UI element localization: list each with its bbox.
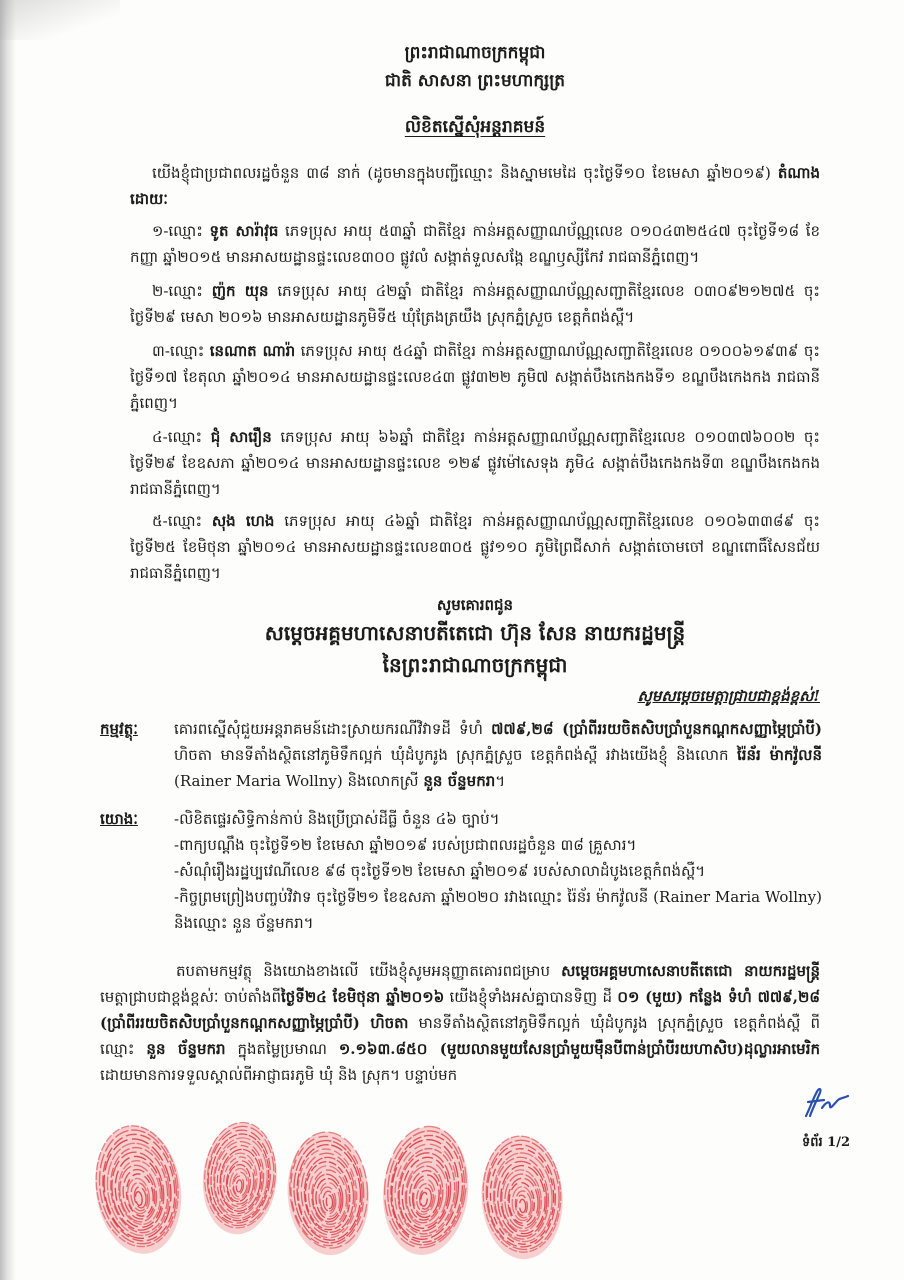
representative-label: ៥-ឈ្មោះ bbox=[152, 512, 203, 530]
intro-text: យើងខ្ញុំជាប្រជាពលរដ្ឋចំនួន ៣៨ នាក់ (ដូចមានក្នុងបញ្ជីឈ្មោះ និងស្នាមមេដៃ ចុះថ្ងៃទី១០ ខែមេសា ឆ្នាំ២០១៩) bbox=[152, 164, 771, 182]
representative-name: ញ៉ក យុន bbox=[211, 282, 269, 300]
kingdom-header: ព្រះរាជាណាចក្រកម្ពុជា bbox=[404, 43, 546, 63]
closing-price: ១.១៦៣.៨៥០ (មួយលានមួយសែនប្រាំមួយម៉ឺនបីពាន់ប្រាំបីរយហាសិប)ដុល្លារអាមេរិក bbox=[338, 1040, 820, 1058]
represented-by-label: តំណាងដោយៈ bbox=[130, 164, 820, 208]
subject-section bbox=[100, 716, 822, 802]
closing-date: ថ្ងៃទី២៤ ខែមិថុនា ឆ្នាំ២០១៦ bbox=[281, 988, 445, 1006]
reference-item: -សំណុំរឿងរដ្ឋប្បវេណីលេខ ៩៨ ចុះថ្ងៃទី១២ ខែមេសា ឆ្នាំ២០១៩ របស់សាលាដំបូងខេត្តកំពង់ស្ពឺ។ bbox=[174, 862, 706, 880]
representative-label: ៣-ឈ្មោះ bbox=[152, 342, 205, 360]
representative-details: ភេទប្រុស អាយុ ៤២ឆ្នាំ ជាតិខ្មែរ កាន់អត្តសញ្ញាណប័ណ្ណសញ្ជាតិខ្មែរលេខ ០៣០៩២១២៧៥ ចុះថ្ងៃទី២៩ មេសា ២០១៦ មានអាសយដ្ឋានភូមិទី៥ ឃុំត្រែងត្រយឹង ស្រុកភ្នំស្រួច ខេត្តកំពង់ស្ពឺ។ bbox=[130, 282, 820, 326]
subject-party-name: នួន ច័ន្ទមករា bbox=[423, 772, 496, 790]
representative-name: ទូត សារ៉ាវុធ bbox=[209, 222, 279, 240]
fingerprint-icon bbox=[195, 1109, 286, 1243]
closing-text: មានទីតាំងស្ថិតនៅភូមិទឹកល្អក់ ឃុំដំបូករូង ស្រុកភ្នំស្រួច ខេត្តកំពង់ស្ពឺ ពីឈ្មោះ bbox=[100, 1014, 820, 1058]
reference-item: -កិច្ចព្រមព្រៀងបញ្ចប់វិវាទ ចុះថ្ងៃទី២១ ខែឧសភា ឆ្នាំ២០២០ រវាងឈ្មោះ រ៉ៃន័រ ម៉ាកវ៉ូលនី (Rainer Maria Wollny) និងឈ្មោះ នួន ច័ន្ទមករា។ bbox=[174, 888, 822, 932]
representative-details: ភេទប្រុស អាយុ ៦៦ឆ្នាំ ជាតិខ្មែរ កាន់អត្តសញ្ញាណប័ណ្ណសញ្ជាតិខ្មែរលេខ ០១០៣៧៦០០២ ចុះថ្ងៃទី២៩ ខែឧសភា ឆ្នាំ២០១៤ មានអាសយដ្ឋានផ្ទះលេខ ១២៩ ផ្លូវម៉ៅសេទុង ភូមិ៤ សង្កាត់បឹងកេងកងទី៣ ខណ្ឌបឹងកេងកង រាជធានីភ្នំពេញ។ bbox=[130, 428, 820, 498]
closing-text: មេត្តាជ្រាបជាខ្ពង់ខ្ពស់ៈ ចាប់តាំងពី bbox=[100, 988, 282, 1006]
subject-text bbox=[174, 716, 822, 802]
national-motto: ជាតិ សាសនា ព្រះមហាក្សត្រ bbox=[384, 71, 566, 91]
closing-addressee: សម្តេចអគ្គមហាសេនាបតីតេជោ នាយករដ្ឋមន្ត្រី bbox=[561, 962, 820, 980]
fingerprint-icon bbox=[279, 1119, 376, 1263]
closing-text: យើងខ្ញុំទាំងអស់គ្នាបានទិញ ដី bbox=[449, 988, 612, 1006]
document-title-text: លិខិតស្នើសុំអន្តរាគមន៍ bbox=[404, 117, 546, 137]
fingerprint-icon bbox=[373, 1114, 479, 1263]
closing-text: តបតាមកម្មវត្ថុ និងយោងខាងលើ យើងខ្ញុំសូមអនុញ្ញាតគោរពជម្រាប bbox=[176, 962, 550, 980]
document-title bbox=[130, 114, 820, 144]
signature-icon bbox=[800, 1086, 852, 1120]
references-label: យោងៈ bbox=[100, 810, 138, 828]
subject-land-size: ៧៧៩,២៨ (ប្រាំពីររយចិតសិបប្រាំបួនកណ្តកសញ្ញាម្ភៃប្រាំបី) bbox=[491, 720, 822, 738]
subject-text-part: គោរពស្នើសុំជួយអន្តរាគមន៍ដោះស្រាយករណីវិវាទដី ទំហំ bbox=[174, 720, 483, 738]
representative-item bbox=[130, 424, 820, 506]
salutation-respectfully: សូមគោរពជូន bbox=[436, 596, 514, 614]
subject-text-part: ហិចតា មានទីតាំងស្ថិតនៅភូមិទឹកល្អក់ ឃុំដំបូករូង ស្រុកភ្នំស្រួច ខេត្តកំពង់ស្ពឺ រវាងយើងខ្ញុំ និងលោក bbox=[174, 746, 729, 764]
closing-paragraph bbox=[100, 958, 820, 1108]
fingerprint-icon bbox=[475, 1126, 570, 1264]
subject-text-part: (Rainer Maria Wollny) និងលោកស្រី bbox=[174, 772, 419, 790]
scan-shadow-corner bbox=[0, 0, 120, 40]
representative-label: ៤-ឈ្មោះ bbox=[152, 428, 203, 446]
scan-shadow-edge bbox=[0, 0, 16, 1280]
salutation-kingdom: នៃព្រះរាជាណាចក្រកម្ពុជា bbox=[382, 653, 568, 677]
signature-stroke bbox=[806, 1089, 848, 1116]
representative-name: នេណាត ណារ៉ា bbox=[209, 342, 296, 360]
closing-formula bbox=[130, 683, 820, 711]
representative-name: សុង ហេង bbox=[211, 512, 275, 530]
closing-seller-name: នួន ច័ន្ទមករា bbox=[146, 1040, 226, 1058]
closing-text: ក្នុងតម្លៃប្រមាណ bbox=[237, 1040, 327, 1058]
references-section bbox=[100, 806, 822, 946]
closing-land-details: ០១ (មួយ) កន្លែង ទំហំ ៧៧៩,២៨ (ប្រាំពីររយចិតសិបប្រាំបួនកណ្តកសញ្ញាម្ភៃប្រាំបី) ហិចតា bbox=[100, 988, 820, 1032]
representative-details: ភេទប្រុស អាយុ ៥៤ឆ្នាំ ជាតិខ្មែរ កាន់អត្តសញ្ញាណប័ណ្ណសញ្ជាតិខ្មែរលេខ ០១០០៦១៩៣៩ ចុះថ្ងៃទី១៧ ខែតុលា ឆ្នាំ២០១៤ មានអាសយដ្ឋានផ្ទះលេខ៤៣ ផ្លូវ៣២២ ភូមិ៧ សង្កាត់បឹងកេងកងទី១ ខណ្ឌបឹងកេងកង រាជធានីភ្នំពេញ។ bbox=[130, 342, 820, 412]
reference-item: -ពាក្យបណ្តឹង ចុះថ្ងៃទី១២ ខែមេសា ឆ្នាំ២០១៩ របស់ប្រជាពលរដ្ឋចំនួន ៣៨ គ្រួសារ។ bbox=[174, 836, 637, 854]
representative-item bbox=[130, 338, 820, 420]
reference-item: -លិខិតផ្ទេរសិទ្ធិកាន់កាប់ និងប្រើប្រាស់ដីធ្លី ចំនួន ៤៦ ច្បាប់។ bbox=[174, 810, 500, 828]
representative-item bbox=[130, 278, 820, 334]
references-list bbox=[174, 806, 822, 946]
representative-details: ភេទប្រុស អាយុ ៥៣ឆ្នាំ ជាតិខ្មែរ កាន់អត្តសញ្ញាណប័ណ្ណលេខ ០១០៤៣២៥៤៧ ចុះថ្ងៃទី១៨ ខែកញ្ញា ឆ្នាំ២០១៥ មានអាសយដ្ឋានផ្ទះលេខ៣០០ ផ្លូវលំ សង្កាត់ទួលសង្កែ ខណ្ឌឫស្សីកែវ រាជធានីភ្នំពេញ។ bbox=[130, 222, 820, 266]
closing-formula-text: សូមសម្តេចមេត្តាជ្រាបជាខ្ពង់ខ្ពស់! bbox=[637, 687, 820, 705]
closing-text: ដោយមានការទទួលស្គាល់ពីអាជ្ញាធរភូមិ ឃុំ និង ស្រុក។ បន្ទាប់មក bbox=[100, 1066, 458, 1084]
intro-paragraph bbox=[130, 160, 820, 214]
subject-text-part: ។ bbox=[495, 772, 506, 790]
representative-label: ២-ឈ្មោះ bbox=[152, 282, 203, 300]
page-number: ទំព័រ 1/2 bbox=[802, 1135, 850, 1150]
representative-item bbox=[130, 218, 820, 274]
representative-label: ១-ឈ្មោះ bbox=[152, 222, 203, 240]
subject-party-name: រ៉ៃន័រ ម៉ាកវ៉ូលនី bbox=[736, 746, 822, 764]
salutation-addressee: សម្តេចអគ្គមហាសេនាបតីតេជោ ហ៊ុន សែន នាយករដ្ឋមន្ត្រី bbox=[264, 621, 686, 645]
representative-name: ជុំ សារឿន bbox=[210, 428, 272, 446]
representative-item bbox=[130, 508, 820, 590]
fingerprint-icon bbox=[83, 1112, 193, 1261]
representative-details: ភេទប្រុស អាយុ ៤៦ឆ្នាំ ជាតិខ្មែរ កាន់អត្តសញ្ញាណប័ណ្ណសញ្ជាតិខ្មែរលេខ ០១០៦៣៣៨៩ ចុះថ្ងៃទី២៥ ខែមិថុនា ឆ្នាំ២០១៤ មានអាសយដ្ឋានផ្ទះលេខ៣០៥ ផ្លូវ១១០ ភូមិព្រៃជីសាក់ សង្កាត់ចោមចៅ ខណ្ឌពោធិ៍សែនជ័យ រាជធានីភ្នំពេញ។ bbox=[130, 512, 820, 582]
subject-label: កម្មវត្ថុៈ bbox=[100, 720, 138, 738]
